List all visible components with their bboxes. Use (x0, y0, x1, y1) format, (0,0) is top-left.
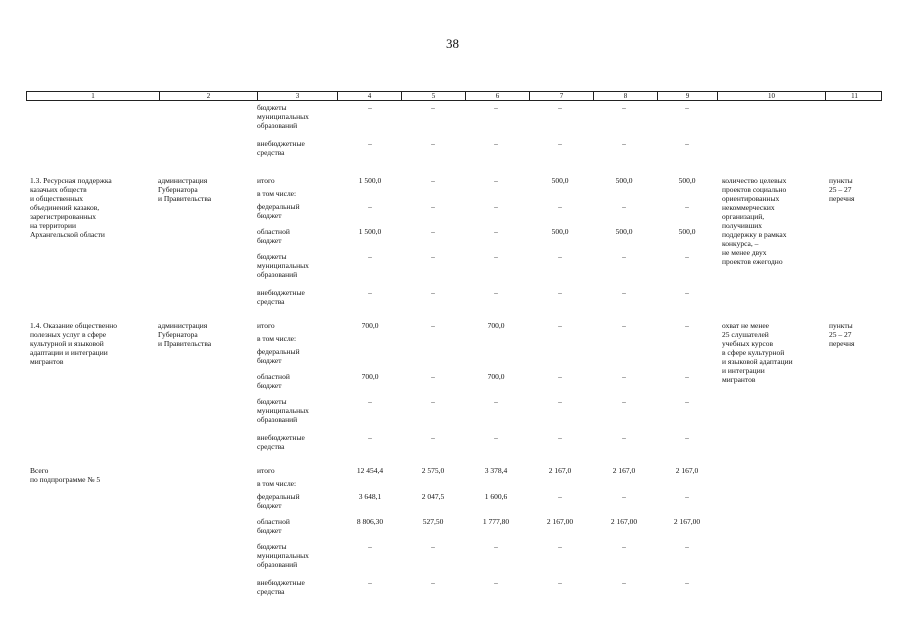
amount-cell: 2 167,0 (548, 466, 572, 475)
budget-type-label: внебюджетные средства (257, 578, 305, 596)
amount-cell: – (494, 202, 498, 211)
amount-cell: – (622, 492, 626, 501)
amount-cell: 500,0 (551, 176, 569, 185)
amount-cell: – (558, 372, 562, 381)
header-cell-9: 9 (657, 92, 717, 100)
event-name: Всего по подпрограмме № 5 (30, 466, 101, 484)
amount-cell: – (494, 139, 498, 148)
amount-cell: 2 575,0 (421, 466, 445, 475)
amount-cell: – (558, 103, 562, 112)
header-cell-5: 5 (401, 92, 465, 100)
amount-cell: 2 047,5 (421, 492, 445, 501)
amount-cell: – (558, 492, 562, 501)
amount-cell: – (685, 202, 689, 211)
budget-type-label: областной бюджет (257, 517, 290, 535)
amount-cell: – (494, 578, 498, 587)
amount-cell: – (622, 397, 626, 406)
amount-cell: – (685, 139, 689, 148)
amount-cell: – (558, 139, 562, 148)
amount-cell: – (494, 397, 498, 406)
amount-cell: – (368, 433, 372, 442)
amount-cell: 500,0 (678, 227, 696, 236)
amount-cell: – (431, 578, 435, 587)
amount-cell: – (431, 176, 435, 185)
amount-cell: – (431, 433, 435, 442)
amount-cell: – (368, 288, 372, 297)
amount-cell: – (558, 321, 562, 330)
header-cell-4: 4 (337, 92, 401, 100)
budget-type-label: внебюджетные средства (257, 433, 305, 451)
table-header-row (26, 91, 882, 101)
amount-cell: 500,0 (615, 227, 633, 236)
amount-cell: – (685, 542, 689, 551)
amount-cell: – (558, 202, 562, 211)
amount-cell: – (431, 252, 435, 261)
event-executor: администрация Губернатора и Правительства (158, 321, 212, 348)
amount-cell: – (622, 372, 626, 381)
amount-cell: – (431, 139, 435, 148)
amount-cell: – (494, 103, 498, 112)
header-cell-10: 10 (717, 92, 825, 100)
amount-cell: – (494, 542, 498, 551)
amount-cell: 700,0 (361, 372, 379, 381)
amount-cell: – (558, 542, 562, 551)
amount-cell: – (558, 252, 562, 261)
amount-cell: – (622, 288, 626, 297)
event-indicator: количество целевых проектов социально ориентированных некоммерческих организаций, получивших поддержку в рамках конкурса, – не менее двух проектов ежегодно (722, 176, 787, 266)
amount-cell: – (622, 103, 626, 112)
event-executor: администрация Губернатора и Правительства (158, 176, 212, 203)
amount-cell: – (431, 288, 435, 297)
amount-cell: – (685, 492, 689, 501)
header-cell-2: 2 (159, 92, 257, 100)
amount-cell: – (368, 139, 372, 148)
amount-cell: 700,0 (487, 372, 505, 381)
amount-cell: 527,50 (422, 517, 444, 526)
header-cell-3: 3 (257, 92, 337, 100)
amount-cell: – (685, 578, 689, 587)
amount-cell: – (494, 227, 498, 236)
amount-cell: – (622, 252, 626, 261)
budget-type-label: бюджеты муниципальных образований (257, 103, 309, 130)
amount-cell: – (494, 252, 498, 261)
amount-cell: – (685, 397, 689, 406)
amount-cell: – (494, 288, 498, 297)
amount-cell: 700,0 (487, 321, 505, 330)
amount-cell: 500,0 (615, 176, 633, 185)
amount-cell: – (558, 433, 562, 442)
amount-cell: – (368, 202, 372, 211)
amount-cell: – (431, 202, 435, 211)
amount-cell: – (431, 103, 435, 112)
event-indicator: охват не менее 25 слушателей учебных курсов в сфере культурной и языковой адаптации и интеграции мигрантов (722, 321, 793, 384)
amount-cell: – (685, 252, 689, 261)
header-cell-7: 7 (529, 92, 593, 100)
amount-cell: 12 454,4 (356, 466, 384, 475)
amount-cell: – (431, 227, 435, 236)
budget-type-label: федеральный бюджет (257, 202, 300, 220)
budget-type-label: в том числе: (257, 479, 297, 488)
amount-cell: – (494, 433, 498, 442)
amount-cell: – (368, 252, 372, 261)
amount-cell: 500,0 (678, 176, 696, 185)
amount-cell: 2 167,00 (673, 517, 701, 526)
amount-cell: – (622, 202, 626, 211)
amount-cell: 1 500,0 (358, 176, 382, 185)
amount-cell: – (431, 321, 435, 330)
amount-cell: 3 648,1 (358, 492, 382, 501)
amount-cell: – (622, 139, 626, 148)
amount-cell: – (622, 542, 626, 551)
amount-cell: – (558, 578, 562, 587)
amount-cell: 1 777,80 (482, 517, 510, 526)
budget-type-label: итого (257, 321, 275, 330)
budget-type-label: областной бюджет (257, 227, 290, 245)
amount-cell: – (558, 288, 562, 297)
event-reference: пункты 25 – 27 перечня (829, 321, 855, 348)
budget-type-label: бюджеты муниципальных образований (257, 542, 309, 569)
budget-type-label: бюджеты муниципальных образований (257, 252, 309, 279)
amount-cell: 8 806,30 (356, 517, 384, 526)
budget-type-label: внебюджетные средства (257, 288, 305, 306)
amount-cell: – (368, 542, 372, 551)
event-name: 1.4. Оказание общественно полезных услуг в сфере культурной и языковой адаптации и интеграции мигрантов (30, 321, 117, 366)
header-cell-11: 11 (825, 92, 883, 100)
budget-type-label: бюджеты муниципальных образований (257, 397, 309, 424)
budget-type-label: областной бюджет (257, 372, 290, 390)
amount-cell: – (685, 103, 689, 112)
header-cell-6: 6 (465, 92, 529, 100)
amount-cell: – (558, 397, 562, 406)
amount-cell: – (685, 288, 689, 297)
budget-type-label: итого (257, 466, 275, 475)
page-number: 38 (446, 36, 459, 51)
event-name: 1.3. Ресурсная поддержка казачьих обществ и общественных объединений казаков, зарегистрированных на территории Архангельской области (30, 176, 112, 239)
event-reference: пункты 25 – 27 перечня (829, 176, 855, 203)
amount-cell: – (368, 578, 372, 587)
amount-cell: 700,0 (361, 321, 379, 330)
amount-cell: 1 500,0 (358, 227, 382, 236)
amount-cell: – (685, 433, 689, 442)
amount-cell: 2 167,00 (610, 517, 638, 526)
budget-type-label: федеральный бюджет (257, 492, 300, 510)
amount-cell: – (368, 103, 372, 112)
amount-cell: – (622, 433, 626, 442)
amount-cell: 500,0 (551, 227, 569, 236)
amount-cell: – (685, 372, 689, 381)
amount-cell: – (431, 397, 435, 406)
amount-cell: – (431, 542, 435, 551)
header-cell-8: 8 (593, 92, 657, 100)
budget-type-label: федеральный бюджет (257, 347, 300, 365)
budget-type-label: итого (257, 176, 275, 185)
amount-cell: 2 167,0 (612, 466, 636, 475)
budget-type-label: внебюджетные средства (257, 139, 305, 157)
amount-cell: – (622, 578, 626, 587)
amount-cell: – (431, 372, 435, 381)
amount-cell: 3 378,4 (484, 466, 508, 475)
amount-cell: – (685, 321, 689, 330)
budget-type-label: в том числе: (257, 189, 297, 198)
amount-cell: 2 167,00 (546, 517, 574, 526)
header-cell-1: 1 (91, 92, 95, 100)
amount-cell: 1 600,6 (484, 492, 508, 501)
amount-cell: – (494, 176, 498, 185)
budget-type-label: в том числе: (257, 334, 297, 343)
amount-cell: – (368, 397, 372, 406)
amount-cell: 2 167,0 (675, 466, 699, 475)
amount-cell: – (622, 321, 626, 330)
